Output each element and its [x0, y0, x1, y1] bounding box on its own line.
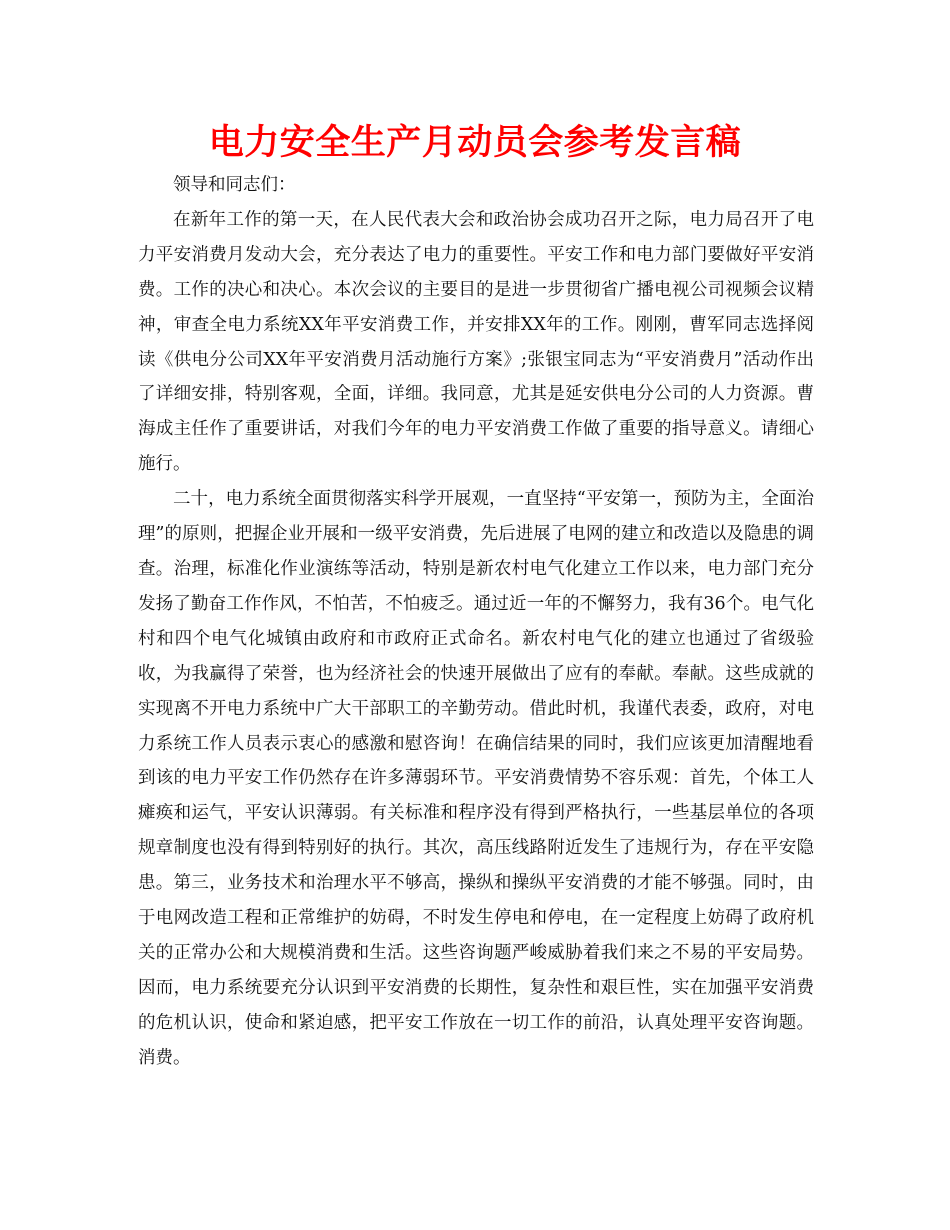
paragraph-1: 在新年工作的第一天，在人民代表大会和政治协会成功召开之际，电力局召开了电力平安消费月发动大会，充分表达了电力的重要性。平安工作和电力部门要做好平安消费。工作的决心和决心。本次会议的主要目的是进一步贯彻省广播电视公司视频会议精神，审查全电力系统XX年平安消费工作，并安排XX年的工作。刚刚，曹军同志选择阅读《供电分公司XX年平安消费月活动施行方案》;张银宝同志为“平安消费月”活动作出了详细安排，特别客观，全面，详细。我同意，尤其是延安供电分公司的人力资源。曹海成主任作了重要讲话，对我们今年的电力平安消费工作做了重要的指导意义。请细心施行。 [138, 209, 814, 475]
document-title: 电力安全生产月动员会参考发言稿 [208, 123, 742, 163]
document-body [138, 168, 814, 1076]
salutation: 领导和同志们： [173, 175, 296, 195]
paragraph-2: 二十，电力系统全面贯彻落实科学开展观，一直坚持“平安第一，预防为主，全面治理”的原则，把握企业开展和一级平安消费，先后进展了电网的建立和改造以及隐患的调查。治理，标准化作业演练等活动，特别是新农村电气化建立工作以来，电力部门充分发扬了勤奋工作作风，不怕苦，不怕疲乏。通过近一年的不懈努力，我有36个。电气化村和四个电气化城镇由政府和市政府正式命名。新农村电气化的建立也通过了省级验收，为我赢得了荣誉，也为经济社会的快速开展做出了应有的奉献。奉献。这些成就的实现离不开电力系统中广大干部职工的辛勤劳动。借此时机，我谨代表委，政府，对电力系统工作人员表示衷心的感激和慰咨询！在确信结果的同时，我们应该更加清醒地看到该的电力平安工作仍然存在许多薄弱环节。平安消费情势不容乐观：首先，个体工人瘫痪和运气，平安认识薄弱。有关标准和程序没有得到严格执行，一些基层单位的各项规章制度也没有得到特别好的执行。其次，高压线路附近发生了违规行为，存在平安隐患。第三，业务技术和治理水平不够高，操纵和操纵平安消费的才能不够强。同时，由于电网改造工程和正常维护的妨碍，不时发生停电和停电，在一定程度上妨碍了政府机关的正常办公和大规模消费和生活。这些咨询题严峻威胁着我们来之不易的平安局势。因而，电力系统要充分认识到平安消费的长期性，复杂性和艰巨性，实在加强平安消费的危机认识，使命和紧迫感，把平安工作放在一切工作的前沿，认真处理平安咨询题。消费。 [138, 489, 814, 1068]
